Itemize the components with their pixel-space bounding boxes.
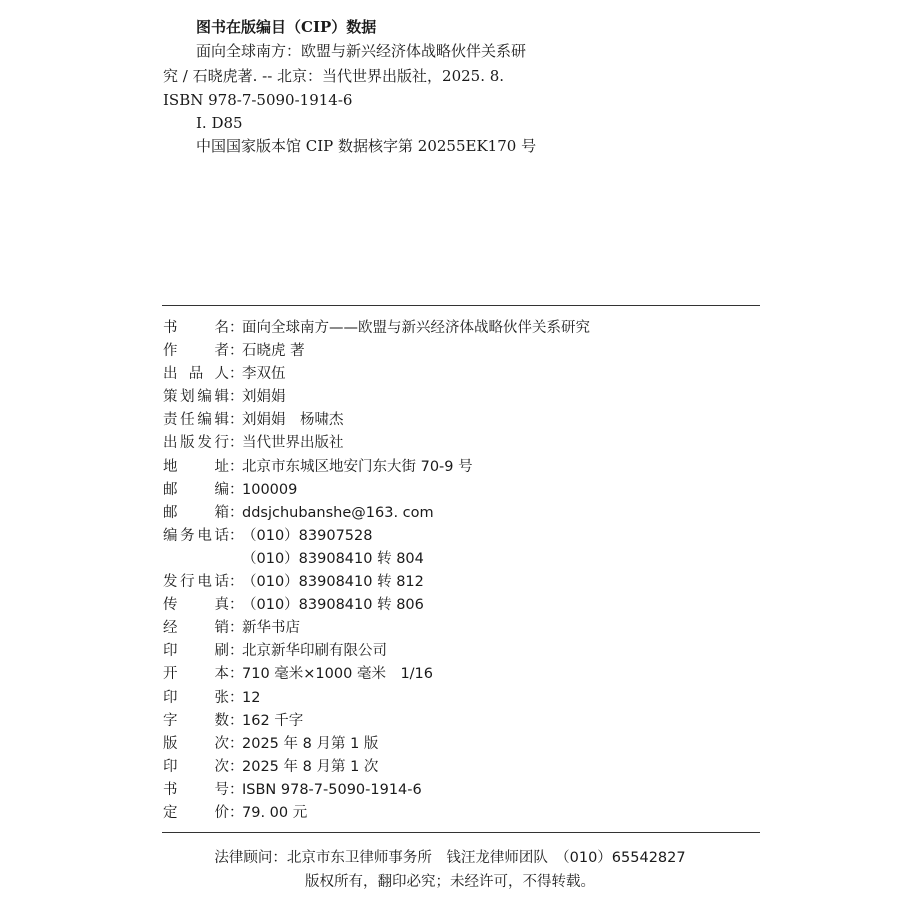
info-label: 印次 xyxy=(163,758,229,775)
info-label: 出版发行 xyxy=(163,435,229,452)
info-row xyxy=(163,525,763,548)
info-label: 传真 xyxy=(163,597,229,614)
info-row xyxy=(163,571,763,594)
top-divider xyxy=(162,305,760,306)
cip-classification: Ⅰ. D85 xyxy=(196,114,243,132)
info-colon: ： xyxy=(229,735,244,752)
info-row xyxy=(163,756,763,779)
info-colon: ： xyxy=(229,366,244,383)
info-label: 策划编辑 xyxy=(163,389,229,406)
info-row xyxy=(163,317,763,340)
info-value: 2025 年 8 月第 1 版 xyxy=(242,735,379,752)
info-value: 北京新华印刷有限公司 xyxy=(242,643,387,660)
info-value: 刘娟娟 xyxy=(242,389,286,406)
info-label: 字数 xyxy=(163,712,229,729)
info-colon: ： xyxy=(229,712,244,729)
info-label: 责任编辑 xyxy=(163,412,229,429)
info-colon: ： xyxy=(229,620,244,637)
info-value: 李双伍 xyxy=(242,366,286,383)
info-colon: ： xyxy=(229,412,244,429)
info-value: 当代世界出版社 xyxy=(242,435,344,452)
info-label: 编务电话 xyxy=(163,527,229,544)
info-colon: ： xyxy=(229,574,244,591)
info-colon: ： xyxy=(229,758,244,775)
legal-counsel-line: 法律顾问：北京市东卫律师事务所 钱汪龙律师团队 （010）65542827 xyxy=(214,850,686,866)
info-colon: ： xyxy=(229,504,244,521)
info-value: 100009 xyxy=(242,481,298,498)
info-value: （010）83907528 xyxy=(242,527,373,544)
cip-title: 图书在版编目（CIP）数据 xyxy=(196,18,377,36)
info-label: 书号 xyxy=(163,781,229,798)
info-row xyxy=(163,456,763,479)
info-value: 12 xyxy=(242,689,261,706)
cip-isbn: ISBN 978-7-5090-1914-6 xyxy=(163,91,353,109)
info-value: 2025 年 8 月第 1 次 xyxy=(242,758,379,775)
info-row xyxy=(163,802,763,825)
info-label: 邮箱 xyxy=(163,504,229,521)
bottom-divider xyxy=(162,832,760,833)
info-colon: ： xyxy=(229,343,244,360)
info-colon: ： xyxy=(229,666,244,683)
info-value: 北京市东城区地安门东大街 70-9 号 xyxy=(242,458,473,475)
info-row xyxy=(163,594,763,617)
info-label: 版次 xyxy=(163,735,229,752)
info-label: 发行电话 xyxy=(163,574,229,591)
copyright-notice: 版权所有，翻印必究；未经许可，不得转载。 xyxy=(305,874,595,890)
info-label: 邮编 xyxy=(163,481,229,498)
info-value: 新华书店 xyxy=(242,620,300,637)
info-colon: ： xyxy=(229,389,244,406)
info-row xyxy=(163,409,763,432)
info-row xyxy=(163,502,763,525)
info-colon: ： xyxy=(229,481,244,498)
info-row xyxy=(163,386,763,409)
info-label: 地址 xyxy=(163,458,229,475)
info-value: 刘娟娟 杨啸杰 xyxy=(242,412,344,429)
info-row xyxy=(163,617,763,640)
info-colon: ： xyxy=(229,804,244,821)
info-colon: ： xyxy=(229,458,244,475)
info-row xyxy=(163,687,763,710)
info-value: （010）83908410 转 806 xyxy=(242,597,424,614)
info-label: 作者 xyxy=(163,343,229,360)
info-label: 书名 xyxy=(163,320,229,336)
info-row xyxy=(163,432,763,455)
info-colon: ： xyxy=(229,527,244,544)
info-row xyxy=(163,779,763,802)
info-colon: ： xyxy=(229,597,244,614)
info-label: 开本 xyxy=(163,666,229,683)
info-row xyxy=(163,663,763,686)
info-value: 162 千字 xyxy=(242,712,304,729)
info-colon: ： xyxy=(229,643,244,660)
info-value: 石晓虎 著 xyxy=(242,343,305,360)
copyright-info-table xyxy=(163,317,763,825)
info-colon: ： xyxy=(229,435,244,452)
cip-author-publisher-line: 究 / 石晓虎著. -- 北京：当代世界出版社，2025. 8. xyxy=(163,67,505,85)
info-colon: ： xyxy=(229,781,244,798)
info-colon: ： xyxy=(229,689,244,706)
info-value: ddsjchubanshe@163. com xyxy=(242,504,434,521)
info-value: 79. 00 元 xyxy=(242,804,308,821)
info-row xyxy=(163,363,763,386)
info-row xyxy=(163,640,763,663)
cip-record-number: 中国国家版本馆 CIP 数据核字第 20255EK170 号 xyxy=(196,137,537,155)
info-label: 印刷 xyxy=(163,643,229,660)
info-row xyxy=(163,710,763,733)
info-label: 印张 xyxy=(163,689,229,706)
info-label: 经销 xyxy=(163,620,229,637)
info-label: 定价 xyxy=(163,804,229,821)
info-row xyxy=(163,340,763,363)
info-row xyxy=(163,733,763,756)
info-label: 出品人 xyxy=(163,366,229,383)
info-value: 面向全球南方——欧盟与新兴经济体战略伙伴关系研究 xyxy=(242,320,590,336)
info-value: 710 毫米×1000 毫米 1/16 xyxy=(242,666,434,683)
cip-book-title-line: 面向全球南方：欧盟与新兴经济体战略伙伴关系研 xyxy=(196,42,527,60)
info-value: （010）83908410 转 804 xyxy=(242,550,424,567)
info-value: （010）83908410 转 812 xyxy=(242,574,424,591)
info-value: ISBN 978-7-5090-1914-6 xyxy=(242,781,422,798)
info-row xyxy=(163,479,763,502)
info-row xyxy=(163,548,763,571)
info-colon: ： xyxy=(229,320,244,336)
